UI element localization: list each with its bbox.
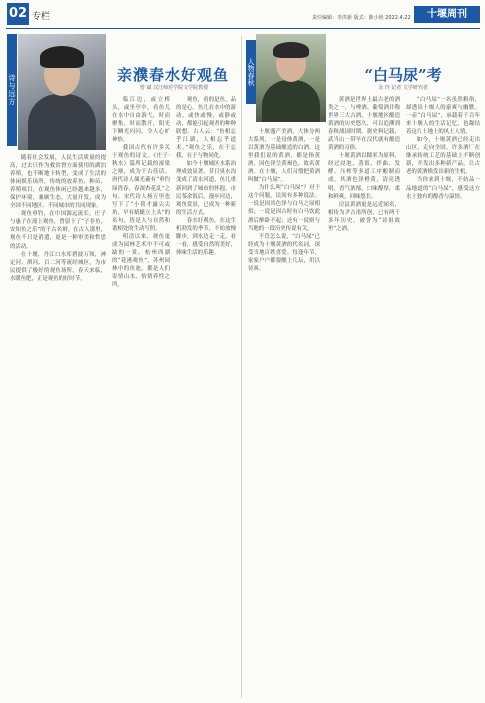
paragraph: 春水好观鱼。在这生机勃发的季节，不妨放慢脚步，到水边走一走，看一看，感受自然的美好，体味生活的乐趣。	[176, 217, 236, 256]
left-article-column-2	[112, 96, 170, 698]
header-meta: 责任编辑：李洪新 版式：陈小艳 2022.4.22	[312, 15, 411, 21]
left-article-column-1	[10, 154, 106, 698]
header-rule	[6, 28, 480, 29]
paragraph: 黄酒是世界上最古老的酒类之一，与啤酒、葡萄酒并称世界三大古酒。十堰地区酿造黄酒的历史悠久，可以追溯到春秋战国时期。据史料记载，武当山一带早在汉代就有酿造黄酒的习俗。	[328, 97, 400, 152]
right-author-photo	[256, 34, 326, 122]
left-article-title: 亲濮春水好观鱼	[116, 66, 229, 84]
paragraph: 随着社会发展，人民生活质量的提高，过去只作为救贫窘方面使用的湖泊养殖，也不断地下转型，变成了生活的休闲娱乐场所，传统的放养鱼、种苗、养殖项目，在观鱼休闲已经越来越多，保护环境，兼顾生态，大量开发，成为全国不同地区、不同城市的共同现象。	[10, 155, 106, 210]
paragraph: 我国古代有许多关于观鱼的诗文。《庄子·秋水》篇所记载的濠梁之辩，成为千古佳话。唐代诗人储光羲有“垂钓绿湾春，春深杏花乱”之句。宋代诗人杨万里也写下了“小荷才露尖尖角，早有蜻蜓立上头”的名句，皆是人与自然和谐相处的生动写照。	[112, 145, 170, 232]
left-author-photo	[18, 34, 106, 150]
column-divider	[241, 36, 242, 698]
right-column-band: 人物春秋	[246, 40, 256, 104]
paragraph: 临江边，或立桥头，或坐亭中，看鱼儿在水中自由游弋，时而聚集，时而散开，阳光下鳞光闪闪，令人心旷神怡。	[112, 97, 170, 144]
paragraph: 明清以来，观鱼更成为园林艺术中不可或缺的一景。杭州西湖的“花港观鱼”，苏州园林中的鱼池，都是人们寄情山水、怡情养性之所。	[112, 233, 170, 289]
paragraph: 观鱼，看的是鱼，品的是心。鱼儿在水中的游动，或快或慢，或静或动，都能引起观者的种种联想。古人云：“鱼相忘乎江湖，人相忘乎道术。”观鱼之乐，在于忘我，在于与物同化。	[176, 97, 236, 160]
left-article-column-3	[176, 96, 236, 698]
right-article-byline: 余 玲 记者 文学研究者	[378, 85, 428, 91]
section-name: 专栏	[32, 12, 51, 22]
paragraph: 房县黄酒更是远近闻名，相传为尹吉甫所创，已有两千多年历史，被誉为“诗祖故里”之酒。	[328, 201, 400, 232]
right-article-column-1	[248, 128, 320, 698]
paragraph: 十堰黄酒以糯米为原料，经过浸泡、蒸饭、拌曲、发酵、压榨等多道工序酿制而成。其酒色泽橙黄，清亮透明，香气浓郁，口味醇厚，柔和鲜爽，回味悠长。	[328, 153, 400, 200]
paragraph: 在十堰，丹江口水库碧波万顷，神定河、泗河、百二河等流经城区，为市民提供了极好的观鱼场所。春天来临，水暖鱼肥，正是观鱼的好时节。	[10, 251, 106, 282]
paragraph: 为什么叫“白马尿”？对于这个问题，民间有多种说法。一说是因其色泽与白马之尿相似；一说是因古时有白马饮此酒后醉卧不起；还有一说则与当地的一段历史传说有关。	[248, 185, 320, 232]
paragraph: 如今十堰城区水系治理成效显著，昔日臭水沟变成了清水河道，鱼儿重新回到了城市的怀抱。市民茶余饭后，漫步河边，观鱼赏景，已成为一种新的生活方式。	[176, 161, 236, 216]
page-header	[0, 0, 485, 30]
right-article-title: “白马尿”考	[364, 66, 442, 84]
page-number: 02	[7, 3, 29, 25]
paragraph: 观鱼垂钓，在中国源远流长。庄子与惠子在濠上观鱼，曾留下了“子非鱼，安知鱼之乐”的千古名辩。在古人那里，观鱼不只是消遣，更是一种审美和哲思的活动。	[10, 211, 106, 250]
left-article-byline: 曾 斌 汉江师范学院文学院教授	[139, 85, 209, 91]
paragraph: 十堰盛产美酒，大体分两大系列，一是母体黄酒，一是以黄酒为基础酿造的白酒。这里我们说的黄酒，都是指黄酒，因色泽呈黄褐色，故名黄酒。在十堰，人们习惯把黄酒叫做“白马尿”。	[248, 129, 320, 184]
paragraph: “白马尿”一名虽然粗俗，却透出十堰人的豪爽与幽默。一壶“白马尿”，承载着千百年来十堰人的生活记忆，也凝结着这片土地上的风土人情。	[406, 97, 480, 136]
paragraph: 当你来到十堰，不妨品一品地道的“白马尿”，感受这方水土独有的醇香与温情。	[406, 177, 480, 200]
paragraph: 如今，十堰黄酒已经走出山区，走向全国。许多酒厂在继承传统工艺的基础上不断创新，开发出多种新产品，让古老的黄酒焕发出新的生机。	[406, 137, 480, 176]
right-article-column-2	[328, 96, 400, 698]
left-column-band: 诗与远方	[7, 34, 17, 146]
paper-name: 十堰周刊	[414, 6, 480, 23]
paragraph: 不管怎么说，“白马尿”已经成为十堰黄酒的代名词，深受当地百姓喜爱。每逢年节，家家户户都要酿上几坛，用以待客。	[248, 233, 320, 272]
right-article-column-3	[406, 96, 480, 698]
